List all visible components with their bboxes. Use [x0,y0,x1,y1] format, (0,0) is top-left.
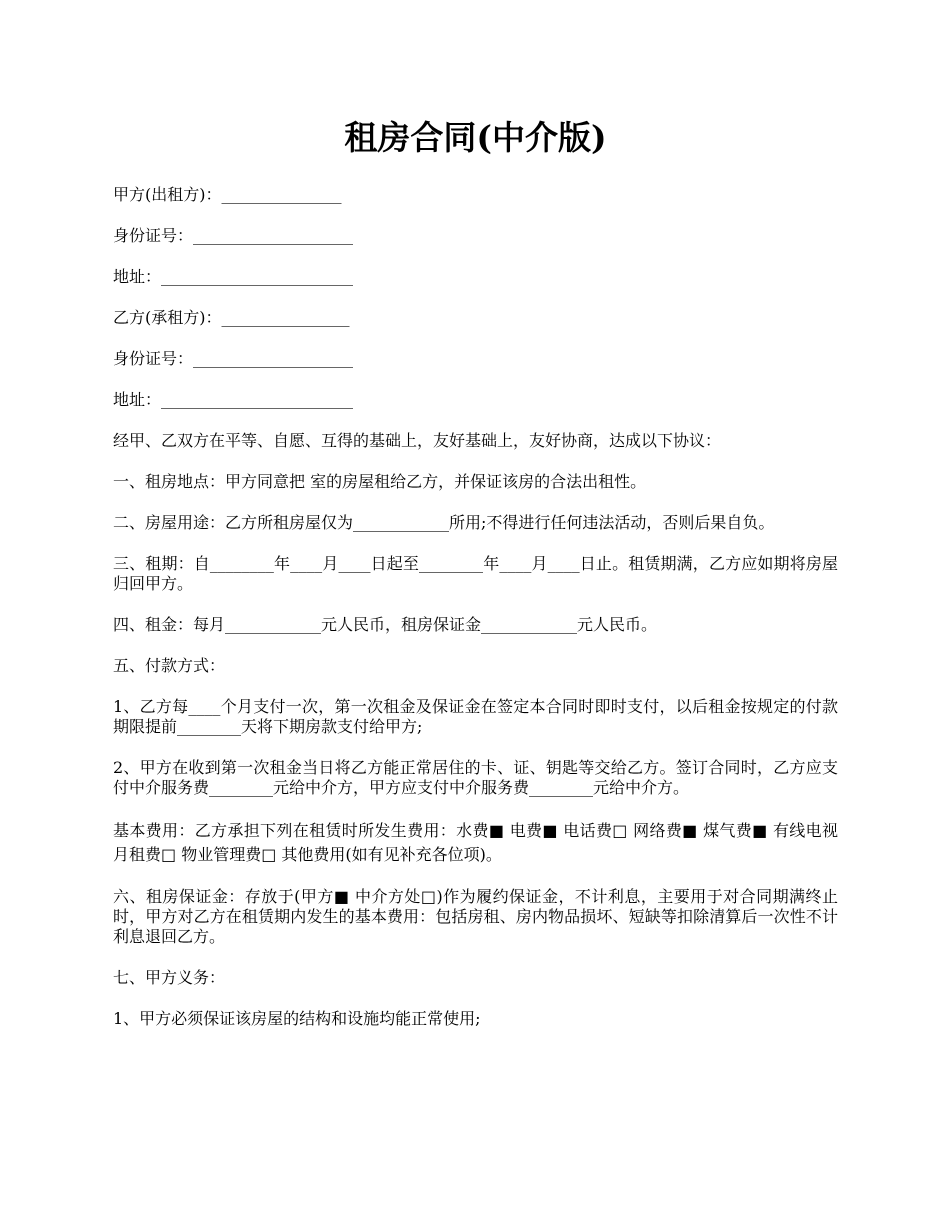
party-b-address-line: 地址：________________________ [113,390,354,409]
clause-7-heading: 七、甲方义务： [113,968,226,987]
clause-3-term: 三、租期：自________年____月____日起至________年____月____日止。租赁期满，乙方应如期将房屋归回甲方。 [113,554,838,593]
clause-5-payment-heading: 五、付款方式： [113,656,226,675]
basic-fees-paragraph: 基本费用：乙方承担下列在租赁时所发生费用：水费■ 电费■ 电话费□ 网络费■ 煤气费■ 有线电视月租费□ 物业管理费□ 其他费用(如有见补充各位项)。 [113,821,838,864]
intro-paragraph: 经甲、乙双方在平等、自愿、互得的基础上，友好基础上，友好协商，达成以下协议： [113,431,722,450]
clause-5-item-2: 2、甲方在收到第一次租金当日将乙方能正常居住的卡、证、钥匙等交给乙方。签订合同时，乙方应支付中介服务费________元给中介方，甲方应支付中介服务费________元给中介方。 [113,758,838,797]
clause-6-deposit: 六、租房保证金：存放于(甲方■ 中介方处□)作为履约保证金，不计利息，主要用于对合同期满终止时，甲方对乙方在租赁期内发生的基本费用：包括房租、房内物品损坏、短缺等扣除清算后一次性不计利息退回乙方。 [113,887,838,946]
party-b-id-line: 身份证号：____________________ [113,349,354,368]
party-b-line: 乙方(承租方)：________________ [113,308,350,327]
clause-5-item-1: 1、乙方每____个月支付一次，第一次租金及保证金在签定本合同时即时支付，以后租金按规定的付款期限提前________天将下期房款支付给甲方; [113,697,838,736]
clause-2-usage: 二、房屋用途：乙方所租房屋仅为____________所用;不得进行任何违法活动，否则后果自负。 [113,513,775,532]
clause-1-location: 一、租房地点：甲方同意把 室的房屋租给乙方，并保证该房的合法出租性。 [113,472,647,491]
page-title: 租房合同(中介版) [344,118,607,157]
clause-4-rent: 四、租金：每月____________元人民币，租房保证金____________元人民币。 [113,615,658,634]
party-a-address-line: 地址：________________________ [113,267,354,286]
clause-7-item-1: 1、甲方必须保证该房屋的结构和设施均能正常使用; [113,1009,481,1028]
party-a-id-line: 身份证号：____________________ [113,226,354,245]
party-a-line: 甲方(出租方)：_______________ [113,185,342,204]
